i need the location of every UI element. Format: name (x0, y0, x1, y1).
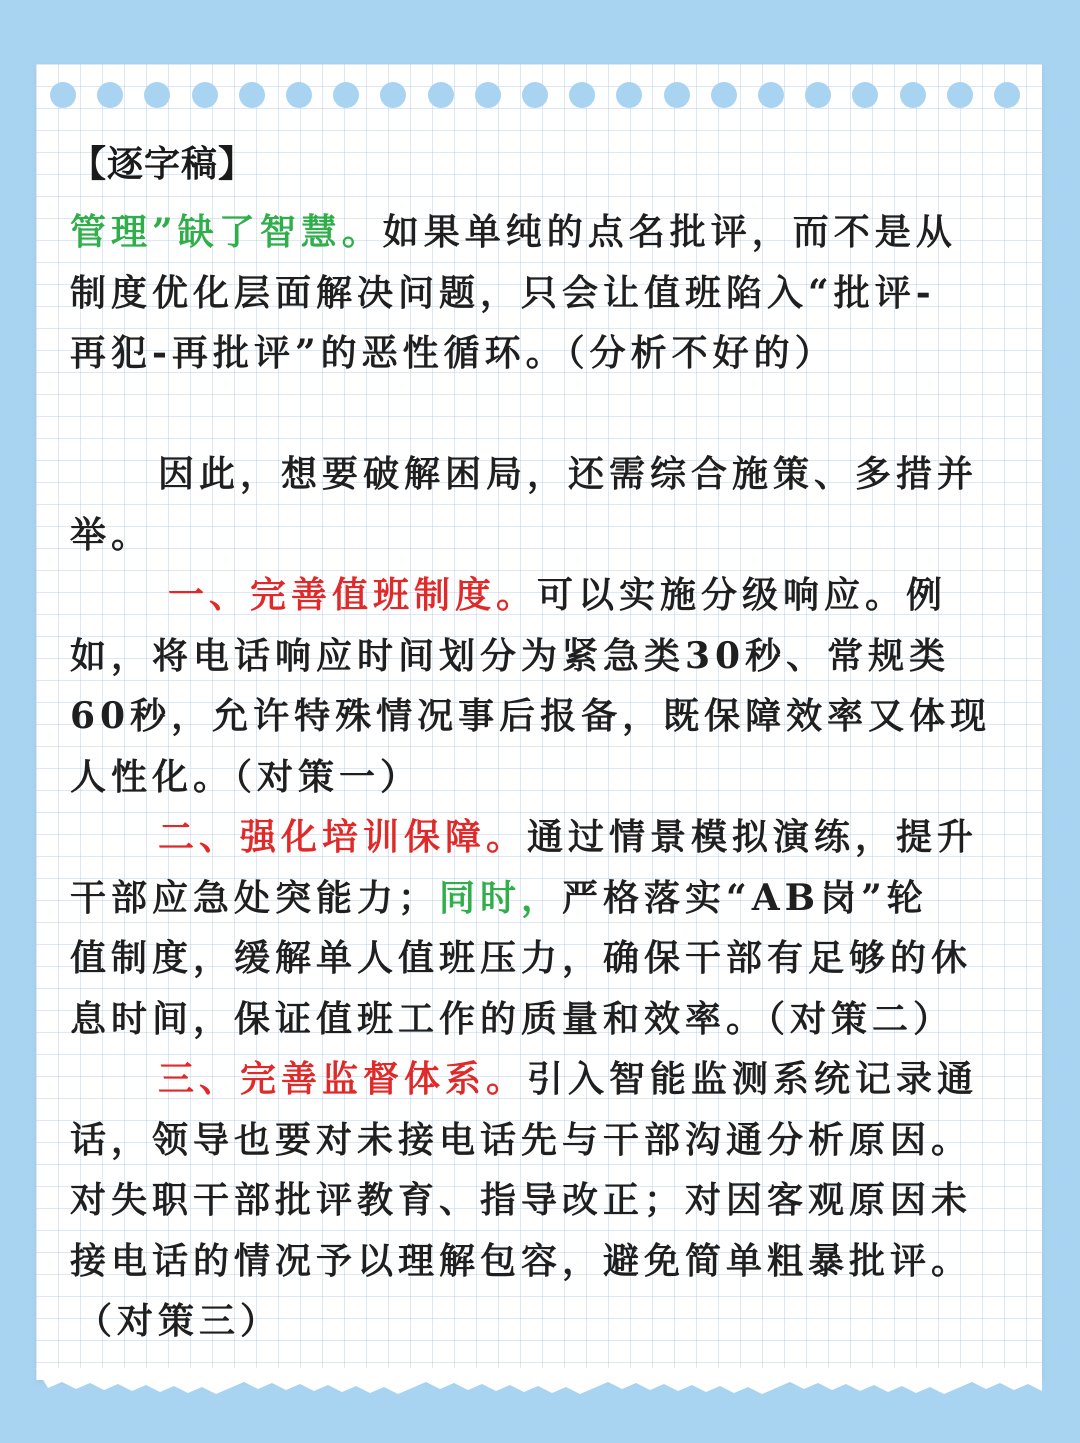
text-segment: 严格落实“AB岗”轮 (562, 876, 928, 919)
text-line (70, 565, 1010, 626)
text-line (70, 263, 1010, 324)
binder-hole (664, 82, 690, 108)
binder-hole (380, 82, 406, 108)
binder-hole (428, 82, 454, 108)
text-segment: 因此，想要破解困局，还需综合施策、多措并 (158, 453, 979, 495)
text-segment: 如果单纯的点名批评，而不是从 (382, 211, 957, 253)
binder-hole (569, 82, 595, 108)
document-title: 【逐字稿】 (70, 144, 256, 185)
red-highlight-text: 三、完善监督体系。 (158, 1058, 528, 1100)
text-line (70, 505, 1010, 566)
text-line (70, 928, 1010, 989)
text-segment: 如，将电话响应时间划分为紧急类30秒、常规类 (70, 634, 951, 677)
text-segment: 再犯-再批评”的恶性循环。（分析不好的） (70, 332, 836, 374)
text-segment: 息时间，保证值班工作的质量和效率。（对策二） (70, 997, 955, 1040)
text-lines (70, 202, 1010, 1352)
binder-hole (522, 82, 548, 108)
red-highlight-text: 一、完善值班制度。 (168, 574, 538, 616)
text-line (70, 626, 1010, 687)
binder-holes (36, 76, 1042, 116)
document-body (70, 140, 1010, 1352)
binder-hole (852, 82, 878, 108)
text-segment: 值制度，缓解单人值班压力，确保干部有足够的休 (70, 937, 973, 979)
text-segment: 可以实施分级响应。例 (537, 574, 948, 616)
text-segment: （对策三） (76, 1300, 282, 1342)
binder-hole (900, 82, 926, 108)
text-line (70, 1170, 1010, 1231)
text-segment: 举。 (70, 513, 153, 556)
text-segment: 接电话的情况予以理解包容，避免简单粗暴批评。 (70, 1239, 973, 1282)
text-segment: 制度优化层面解决问题，只会让值班陷入“批评- (70, 271, 936, 314)
binder-hole (333, 82, 359, 108)
binder-hole (475, 82, 501, 108)
text-segment: 通过情景模拟演练，提升 (527, 816, 979, 858)
text-segment: 话，领导也要对未接电话先与干部沟通分析原因。 (70, 1118, 973, 1161)
text-segment: 60秒，允许特殊情况事后报备，既保障效率又体现 (70, 695, 992, 737)
binder-hole (758, 82, 784, 108)
binder-hole (805, 82, 831, 108)
binder-hole (947, 82, 973, 108)
binder-hole (994, 82, 1020, 108)
green-highlight-text: 同时， (439, 876, 563, 919)
binder-hole (239, 82, 265, 108)
text-line (70, 444, 1010, 505)
text-line (70, 1110, 1010, 1171)
text-line (70, 686, 1010, 747)
text-segment: 对失职干部批评教育、指导改正；对因客观原因未 (70, 1179, 973, 1221)
binder-hole (711, 82, 737, 108)
binder-hole (616, 82, 642, 108)
text-line (70, 1049, 1010, 1110)
text-line (70, 1291, 1010, 1352)
text-line (70, 747, 1010, 808)
text-line (70, 202, 1010, 263)
text-segment: 干部应急处突能力； (70, 876, 440, 919)
text-line (70, 323, 1010, 384)
text-line (70, 1231, 1010, 1292)
text-line (70, 807, 1010, 868)
text-segment: 人性化。（对策一） (70, 755, 422, 798)
binder-hole (144, 82, 170, 108)
red-highlight-text: 二、强化培训保障。 (158, 816, 528, 858)
text-line (70, 384, 1010, 445)
green-highlight-text: 管理”缺了智慧。 (70, 211, 383, 253)
binder-hole (192, 82, 218, 108)
text-line (70, 989, 1010, 1050)
binder-hole (50, 82, 76, 108)
text-line (70, 868, 1010, 929)
torn-paper-edge (36, 1368, 1042, 1408)
binder-hole (286, 82, 312, 108)
text-segment: 引入智能监测系统记录通 (527, 1058, 979, 1100)
binder-hole (97, 82, 123, 108)
